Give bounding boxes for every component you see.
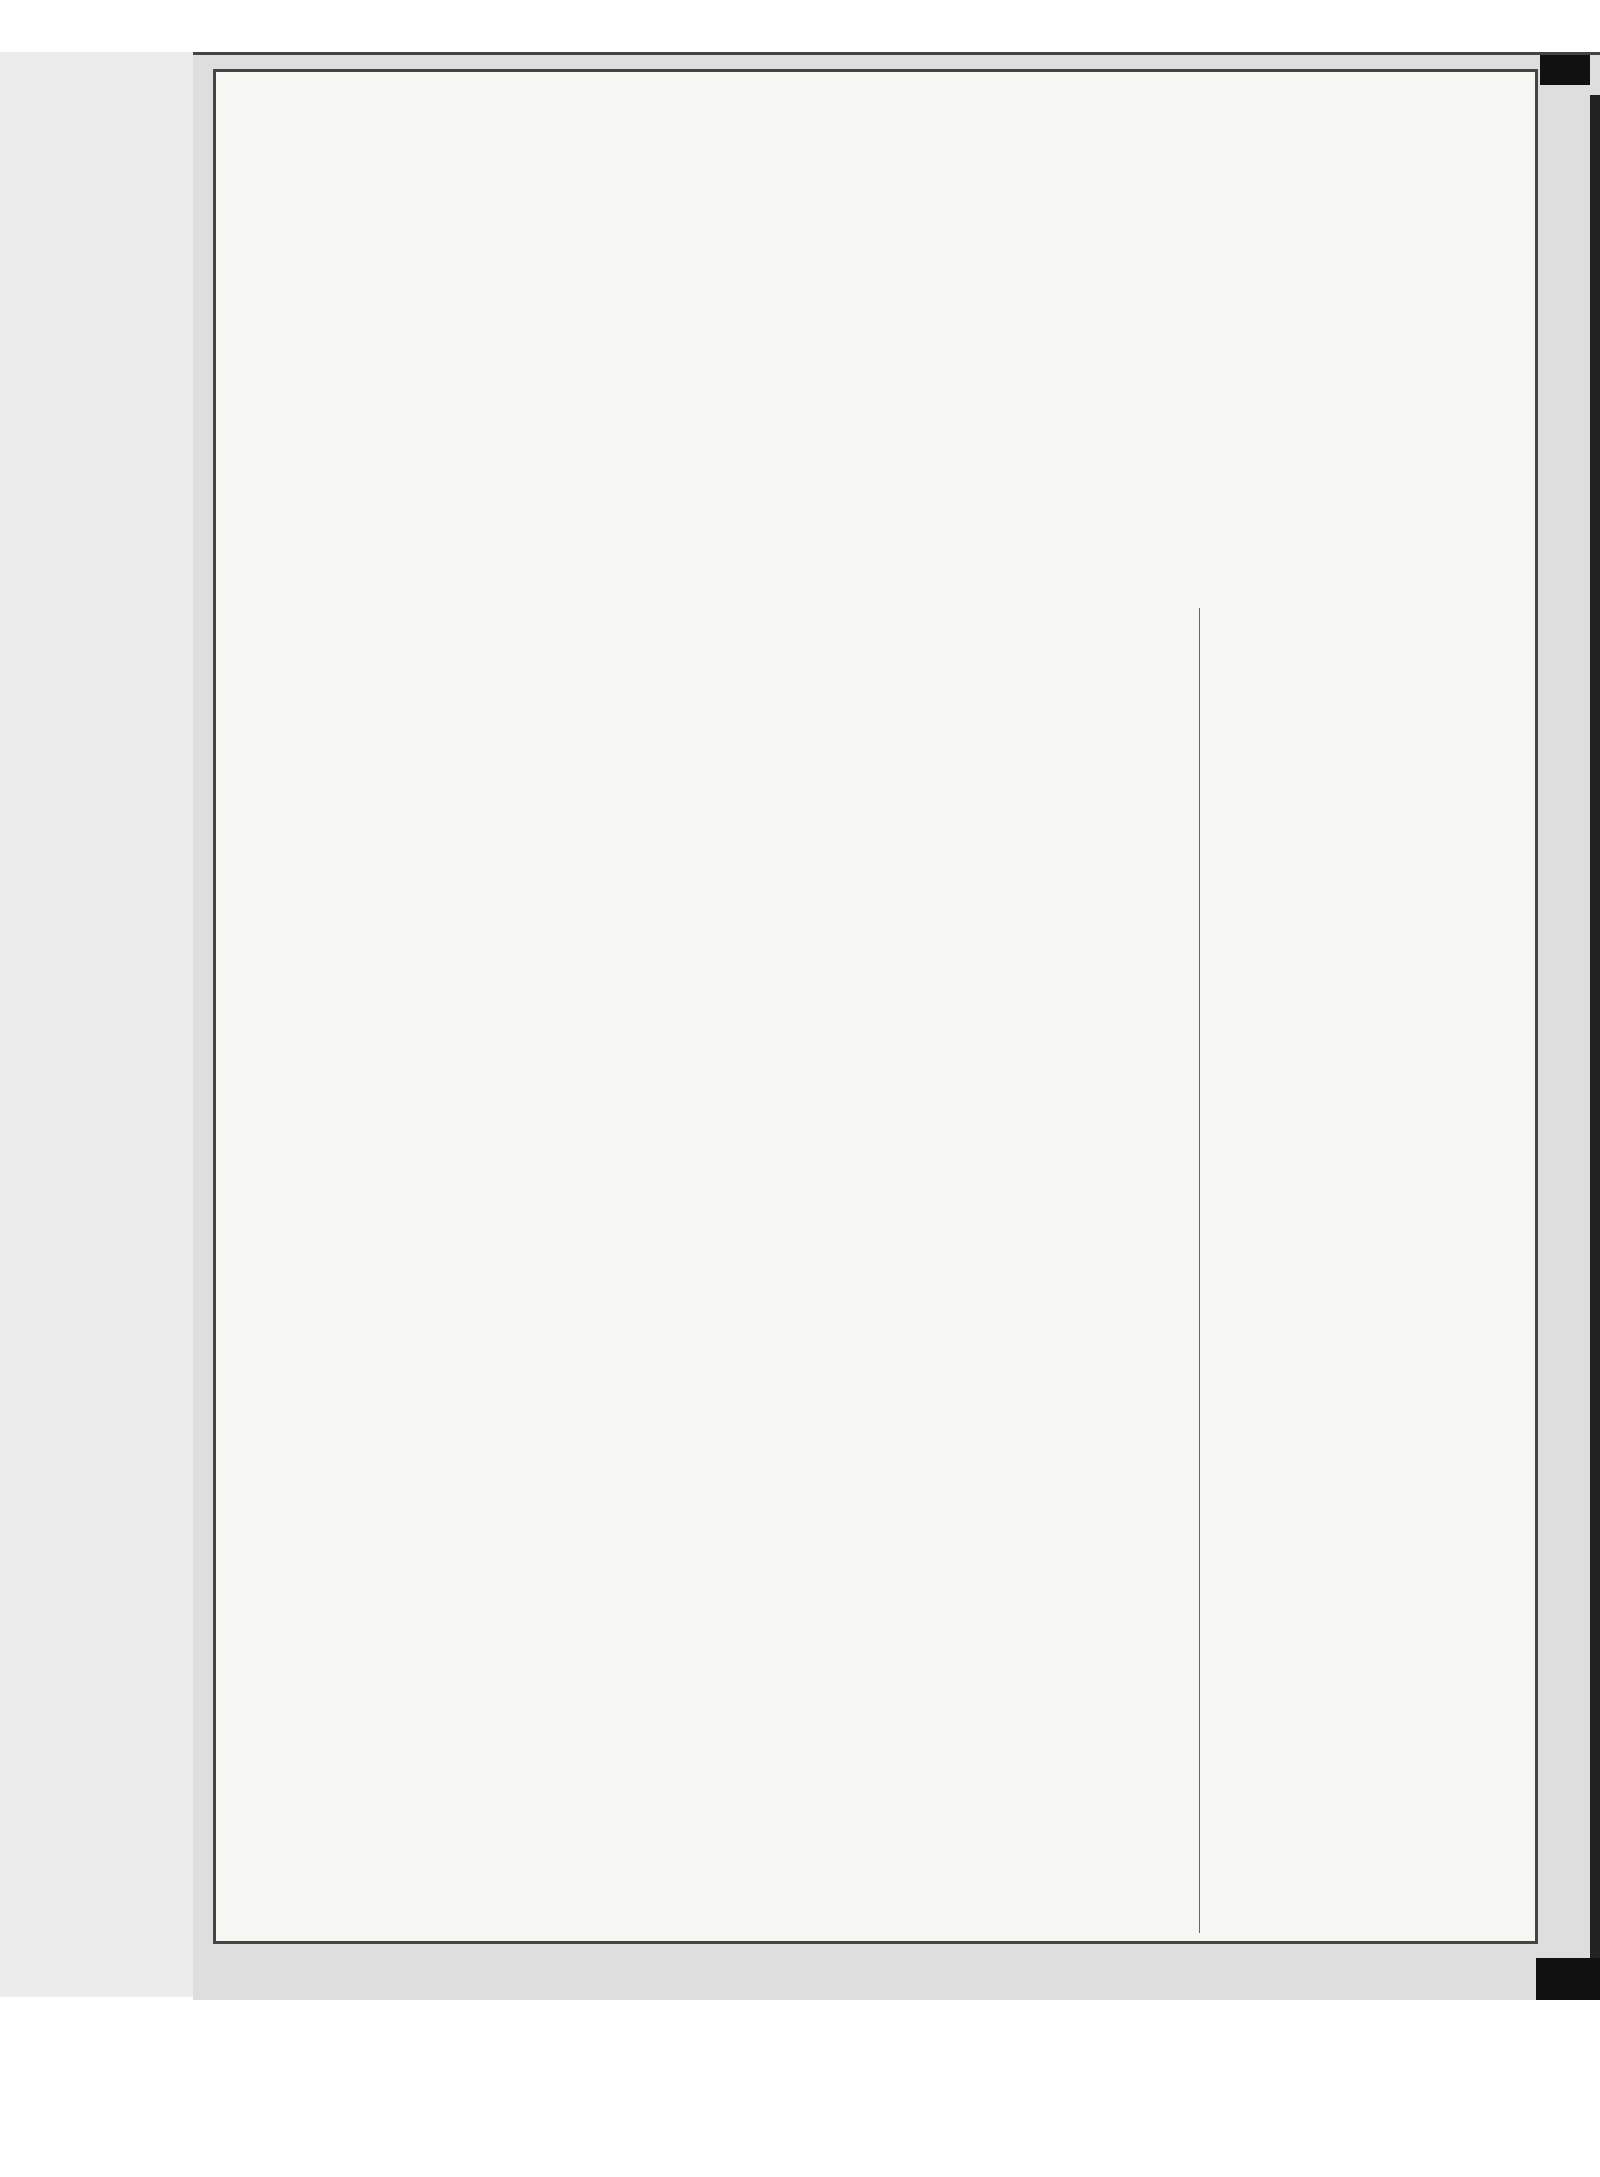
page-header bbox=[216, 100, 1535, 130]
left-margin bbox=[0, 52, 193, 1997]
scan-corner-mark-bottom bbox=[1536, 1958, 1600, 2000]
document-page bbox=[213, 69, 1538, 1944]
scan-edge-mark bbox=[1590, 95, 1600, 2000]
scan-corner-mark bbox=[1540, 55, 1590, 85]
scanned-page bbox=[193, 52, 1600, 2000]
column-divider bbox=[1199, 608, 1200, 1933]
